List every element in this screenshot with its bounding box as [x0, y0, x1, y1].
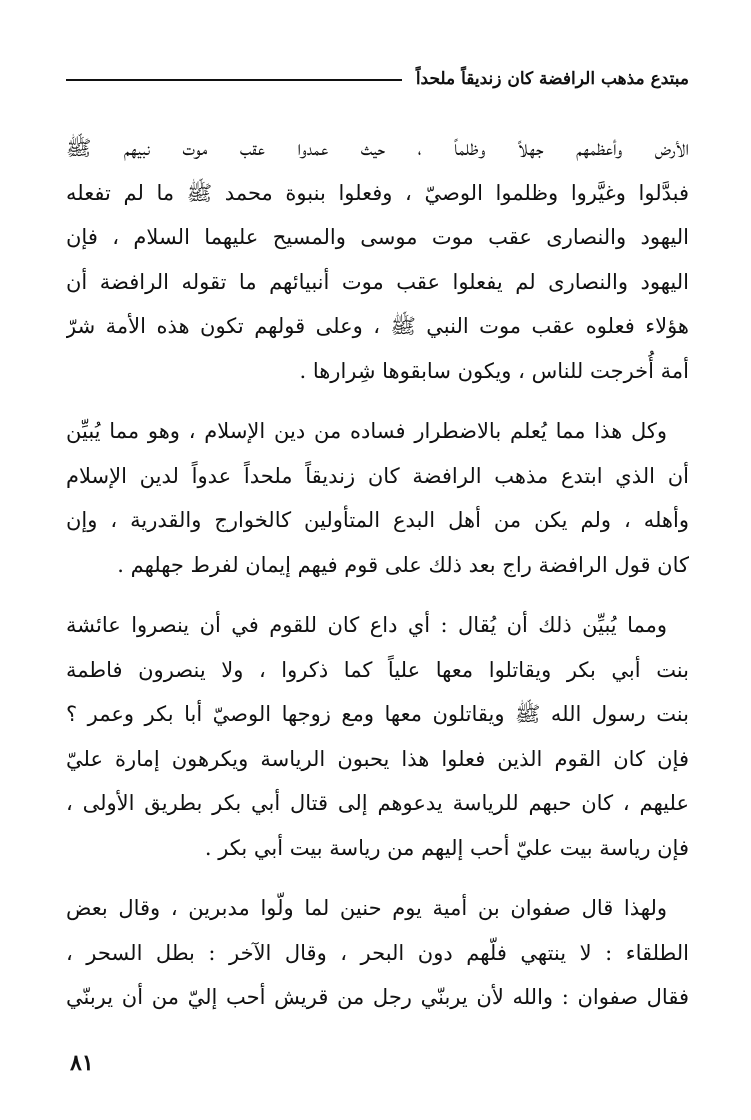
text-line: أمة أُخرجت للناس ، ويكون سابقوها شِرارها . [299, 358, 689, 383]
paragraph-gap [66, 393, 689, 409]
text-line: وأهله ، ولم يكن من أهل البدع المتأولين كالخوارج والقدرية ، وإن [66, 508, 689, 532]
text-line: كان قول الرافضة راج بعد ذلك على قوم فيهم إيمان لفرط جهلهم . [117, 552, 689, 577]
text-line: اليهود والنصارى لم يفعلوا عقب موت أنبيائهم ما تقوله الرافضة أن [66, 269, 689, 294]
text-line: ولهذا قال صفوان بن أمية يوم حنين لما ولّوا مدبرين ، وقال بعض [66, 896, 667, 920]
paragraph-gap [66, 870, 689, 886]
text-line: بنت أبي بكر ويقاتلوا معها علياً كما ذكروا ، ولا ينصرون فاطمة [66, 657, 689, 682]
text-line: عليهم ، كان حبهم للرياسة يدعوهم إلى قتال أبي بكر بطريق الأولى ، [66, 791, 689, 815]
text-line: الطلقاء : لا ينتهي فلّهم دون البحر ، وقال الآخر : بطل السحر ، [66, 940, 689, 965]
running-title: مبتدع مذهب الرافضة كان زنديقاً ملحداً [415, 69, 689, 89]
paragraph [66, 886, 689, 1020]
text-line: فبدَّلوا وغيَّروا وظلموا الوصيّ ، وفعلوا بنبوة محمد ﷺ ما لم تفعله [66, 180, 689, 205]
text-line: الأرض وأعظمهم جهلاً وظلماً ، حيث عمدوا عقب موت نبيهم ﷺ [66, 136, 689, 160]
text-line: أن الذي ابتدع مذهب الرافضة كان زنديقاً ملحداً عدواً لدين الإسلام [66, 463, 689, 488]
text-line: هؤلاء فعلوه عقب موت النبي ﷺ ، وعلى قولهم تكون هذه الأمة شرّ [66, 314, 689, 338]
paragraph [66, 126, 689, 393]
paragraph [66, 603, 689, 870]
text-line: بنت رسول الله ﷺ ويقاتلون معها ومع زوجها الوصيّ أبا بكر وعمر ؟ [66, 702, 689, 726]
paragraph-gap [66, 587, 689, 603]
body-text [66, 126, 689, 1020]
text-line: ومما يُبيِّن ذلك أن يُقال : أي داع كان للقوم في أن ينصروا عائشة [66, 613, 667, 637]
paragraph [66, 409, 689, 587]
text-line: وكل هذا مما يُعلم بالاضطرار فساده من دين الإسلام ، وهو مما يُبيِّن [66, 419, 667, 443]
text-line: اليهود والنصارى عقب موت موسى والمسيح عليهما السلام ، فإن [66, 225, 689, 249]
text-line: فإن كان القوم الذين فعلوا هذا يحبون الرياسة ويكرهون إمارة عليّ [66, 746, 689, 771]
text-line: فقال صفوان : والله لأن يربنّي رجل من قريش أحب إليّ من أن يربنّي [66, 985, 689, 1009]
header-rule [66, 79, 402, 81]
running-header [66, 62, 689, 96]
page-number: ٨١ [70, 1050, 94, 1076]
text-line: فإن رياسة بيت عليّ أحب إليهم من رياسة بيت أبي بكر . [204, 835, 689, 860]
